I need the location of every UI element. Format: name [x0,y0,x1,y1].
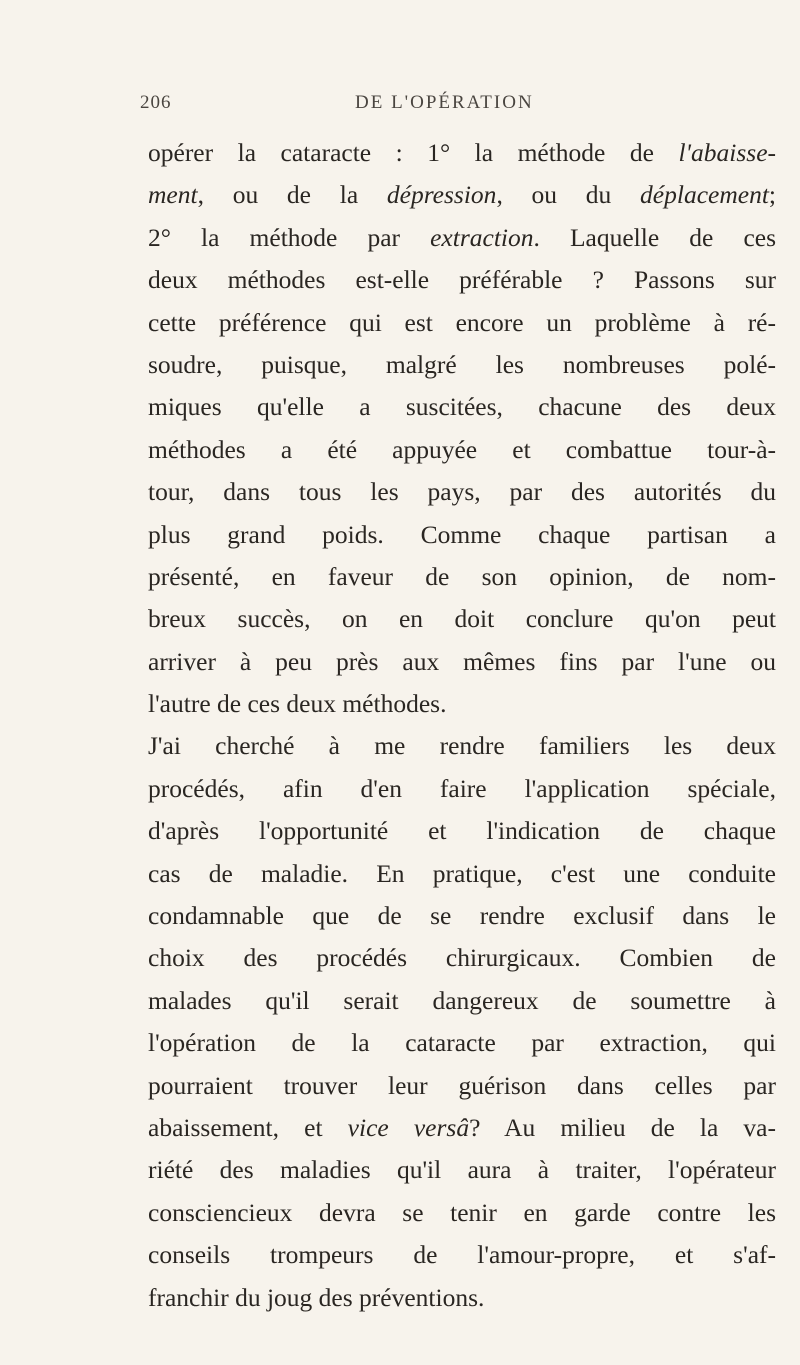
text-segment: franchir du joug des préventions. [148,1282,485,1312]
text-segment: pourraient trouver leur guérison dans celles par [148,1070,776,1100]
text-line [148,514,776,556]
text-segment: cas de maladie. En pratique, c'est une conduite [148,858,776,888]
text-line [148,174,776,216]
text-segment: procédés, afin d'en faire l'application spéciale, [148,773,776,803]
text-line [148,810,776,852]
text-line [148,386,776,428]
text-line [148,768,776,810]
text-line [148,556,776,598]
text-segment: . Laquelle de ces [533,222,776,252]
text-line [148,132,776,174]
text-segment: breux succès, on en doit conclure qu'on peut [148,604,776,634]
body-text [148,132,776,1319]
text-line [148,259,776,301]
text-segment: opérer la cataracte : 1° la méthode de [148,138,679,167]
running-head: DE L'OPÉRATION [355,92,534,113]
text-segment: l'autre de ces deux méthodes. [148,689,447,719]
text-segment: condamnable que de se rendre exclusif dans le [148,901,776,931]
text-segment: miques qu'elle a suscitées, chacune des deux [148,392,776,422]
text-segment: ; [768,180,776,210]
text-segment: l'opération de la cataracte par extraction, qui [148,1028,776,1058]
text-segment: d'après l'opportunité et l'indication de chaque [148,816,776,846]
text-line [148,980,776,1022]
text-line [148,1065,776,1107]
text-line [148,895,776,937]
italic-text: déplacement [640,180,769,210]
text-line [148,937,776,979]
text-line [148,1192,776,1234]
text-line [148,1149,776,1191]
text-segment: cette préférence qui est encore un problème à ré- [148,307,776,337]
text-line [148,302,776,344]
text-segment: abaissement, et [148,1112,348,1142]
italic-text: extraction [430,222,534,252]
text-segment: , ou du [496,180,641,210]
text-segment: choix des procédés chirurgicaux. Combien de [148,943,776,973]
text-line [148,471,776,513]
text-segment: ? Au milieu de la va- [469,1112,776,1142]
text-line [148,853,776,895]
text-segment: consciencieux devra se tenir en garde contre les [148,1197,776,1227]
text-segment: deux méthodes est-elle préférable ? Passons sur [148,265,776,295]
text-segment: arriver à peu près aux mêmes fins par l'une ou [148,646,776,676]
text-segment: , ou de la [197,180,387,210]
text-segment: présenté, en faveur de son opinion, de nom- [148,561,776,591]
text-line [148,1107,776,1149]
page-number: 206 [140,92,172,113]
text-segment: riété des maladies qu'il aura à traiter, l'opérateur [148,1155,776,1185]
italic-text: vice versâ [347,1112,470,1142]
text-segment: méthodes a été appuyée et combattue tour-à- [148,434,776,464]
page-header [140,92,660,116]
text-segment: tour, dans tous les pays, par des autorités du [148,477,776,507]
italic-text: l'abaisse- [678,138,776,167]
text-segment: J'ai cherché à me rendre familiers les deux [148,731,776,761]
text-line [148,641,776,683]
text-line [148,429,776,471]
text-line [148,725,776,767]
text-line [148,344,776,386]
text-line [148,1234,776,1276]
text-line [148,1277,776,1319]
italic-text: ment [148,180,198,210]
text-segment: conseils trompeurs de l'amour-propre, et s'af- [148,1240,776,1270]
text-line [148,1022,776,1064]
text-segment: soudre, puisque, malgré les nombreuses polé- [148,349,776,379]
text-segment: plus grand poids. Comme chaque partisan a [148,519,776,549]
text-segment: 2° la méthode par [148,222,431,252]
text-line [148,217,776,259]
text-line [148,683,776,725]
text-line [148,598,776,640]
text-segment: malades qu'il serait dangereux de soumettre à [148,985,776,1015]
italic-text: dépression [386,180,497,210]
